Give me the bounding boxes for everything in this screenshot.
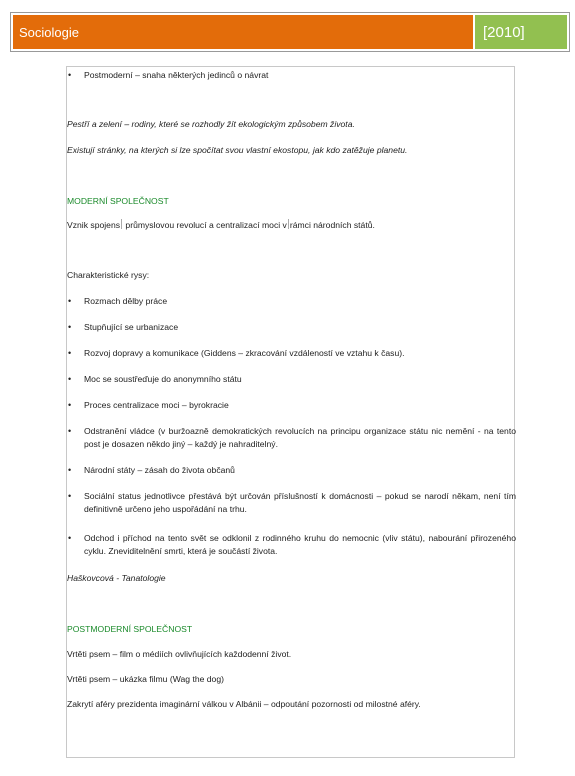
- revision-mark: [121, 219, 122, 229]
- bullet-icon: •: [68, 348, 72, 358]
- paragraph: Vrtěti psem – film o médiích ovlivňujících každodenní život.: [67, 649, 292, 659]
- document-year: [2010]: [475, 15, 567, 49]
- bullet-icon: •: [68, 70, 72, 80]
- author-reference: Haškovcová - Tanatologie: [67, 573, 166, 583]
- paragraph: Vrtěti psem – ukázka filmu (Wag the dog): [67, 674, 224, 684]
- bullet-icon: •: [68, 374, 72, 384]
- bullet-icon: •: [68, 465, 72, 475]
- bullet-icon: •: [68, 322, 72, 332]
- page-body: • Postmoderní – snaha některých jedinců o návrat Pestří a zelení – rodiny, které se rozhodly žít ekologickým způsobem života. Existují stránky, na kterých si lze spočítat svou vlastní ekostopu, jak kdo zatěžuje planetu. MODERNÍ SPOLEČNOST Vznik spojens průmyslovou revolucí a centralizací moci v rámci národních států. Charakteristické rysy: • Rozmach dělby práce • Stupňující se urbanizace • Rozvoj dopravy a komunikace (Giddens – zkracování vzdáleností ve vztahu k času). • Moc se soustřeďuje do anonymního státu • Proces centralizace moci – byrokracie • Odstranění vládce (v buržoazně demokratických revolucích na principu organizace státu nic nemění - na tento post je dosazen někdo jiný – každý je nahraditelný. • Národní státy – zásah do života občanů • Sociální status jednotlivce přestává být určován příslušností k domácnosti – pokud se narodí někam, není tím definitivně určeno jeho uspořádání na trhu. • Odchod i příchod na tento svět se odklonil z rodinného kruhu do nemocnic (vliv státu), nabourání přirozeného cyklu. Zneviditelnění smrti, která je součástí života. Haškovcová - Tanatologie POSTMODERNÍ SPOLEČNOST Vrtěti psem – film o médiích ovlivňujících každodenní život. Vrtěti psem – ukázka filmu (Wag the dog) Zakrytí aféry prezidenta imaginární válkou v Albánii – odpoutání pozornosti od milostné aféry.: [66, 66, 515, 758]
- section-heading: MODERNÍ SPOLEČNOST: [67, 196, 169, 206]
- document-title: Sociologie: [13, 15, 473, 49]
- header-bar: [10, 12, 570, 52]
- revision-mark: [288, 219, 289, 229]
- bullet-icon: •: [68, 491, 72, 501]
- paragraph: Charakteristické rysy:: [67, 270, 150, 280]
- paragraph: Zakrytí aféry prezidenta imaginární válkou v Albánii – odpoutání pozornosti od milostné aféry.: [67, 699, 421, 709]
- section-heading: POSTMODERNÍ SPOLEČNOST: [67, 624, 193, 634]
- paragraph-italic: Existují stránky, na kterých si lze spočítat svou vlastní ekostopu, jak kdo zatěžuje planetu.: [67, 145, 408, 155]
- paragraph: Vznik spojens průmyslovou revolucí a centralizací moci v rámci národních států.: [67, 220, 375, 230]
- paragraph-italic: Pestří a zelení – rodiny, které se rozhodly žít ekologickým způsobem života.: [67, 119, 355, 129]
- bullet-icon: •: [68, 533, 72, 543]
- bullet-icon: •: [68, 426, 72, 436]
- bullet-icon: •: [68, 400, 72, 410]
- bullet-icon: •: [68, 296, 72, 306]
